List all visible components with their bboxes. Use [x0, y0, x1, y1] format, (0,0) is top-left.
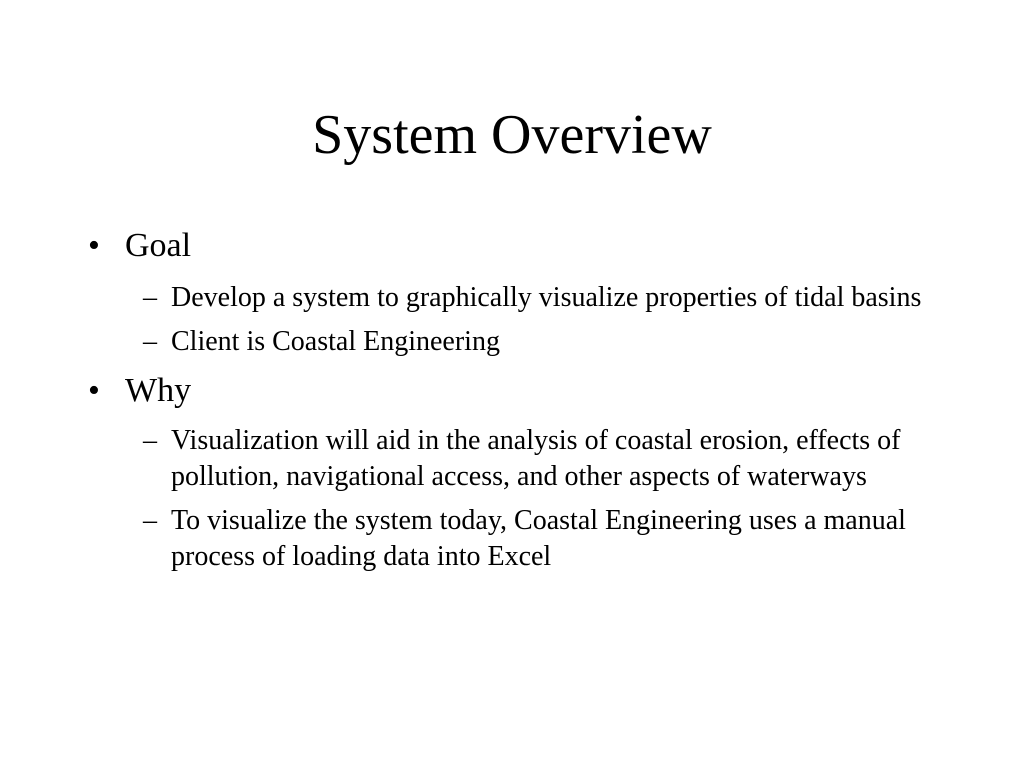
bullet-why-text: Why [125, 372, 192, 409]
slide-title: System Overview [312, 104, 712, 166]
sub-bullet-text: To visualize the system today, Coastal Engineering uses a manual process of loading data into Excel [171, 505, 906, 572]
bullet-marker: • [88, 227, 100, 264]
dash-marker: – [143, 505, 157, 536]
sub-bullet-goal-2 [88, 324, 948, 360]
slide-body [88, 226, 948, 575]
dash-marker: – [143, 425, 157, 456]
bullet-marker: • [88, 372, 100, 409]
bullet-goal-text: Goal [125, 227, 192, 264]
sub-bullet-text: Visualization will aid in the analysis of coastal erosion, effects of pollution, navigational access, and other aspects of waterways [171, 425, 901, 492]
bullet-why [88, 371, 948, 411]
sub-bullet-why-2 [88, 503, 948, 575]
dash-marker: – [143, 326, 157, 357]
dash-marker: – [143, 282, 157, 313]
bullet-goal [88, 226, 948, 266]
sub-bullet-text: Client is Coastal Engineering [171, 326, 500, 357]
sub-bullet-goal-1 [88, 280, 948, 316]
sub-bullet-why-1 [88, 423, 948, 495]
sub-bullet-text: Develop a system to graphically visualize properties of tidal basins [171, 282, 922, 313]
